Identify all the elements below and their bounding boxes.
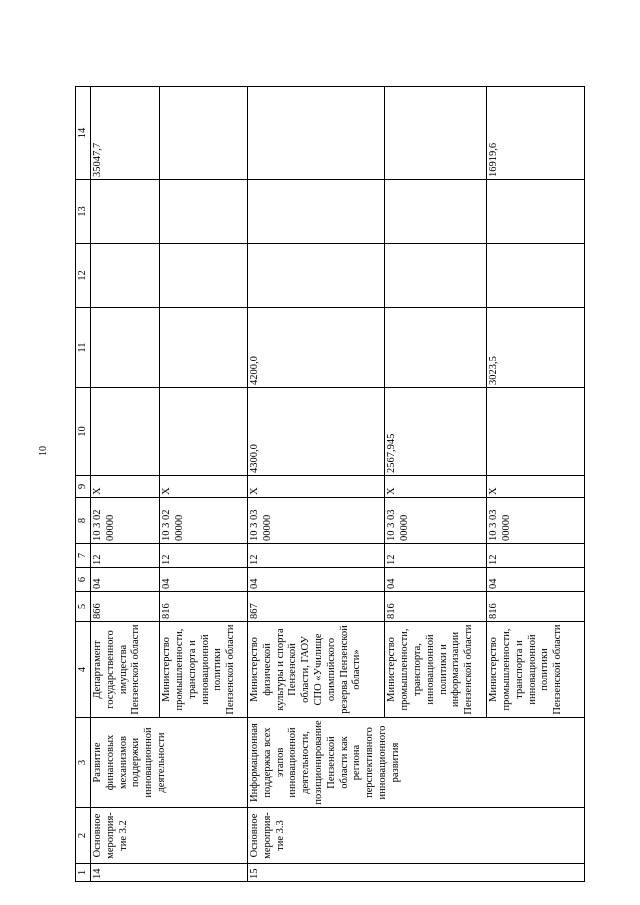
- col-header: 10: [76, 388, 91, 476]
- col-header: 7: [76, 544, 91, 568]
- cell: [385, 308, 487, 388]
- cell: [160, 244, 248, 308]
- cell: 04: [160, 568, 248, 592]
- executor: Министерство физической культуры и спорта Пензенской области, ГАОУ СПО «Училище олимпийского резерва Пензенской области»: [247, 622, 384, 718]
- program-table: [75, 86, 585, 882]
- cell: 10 3 03 00000: [487, 498, 585, 544]
- cell: 10 3 02 00000: [160, 498, 248, 544]
- col-header: 5: [76, 592, 91, 622]
- cell: 816: [487, 592, 585, 622]
- cell: 10 3 02 00000: [91, 498, 160, 544]
- cell: 04: [487, 568, 585, 592]
- cell: 10 3 03 00000: [247, 498, 384, 544]
- cell: [487, 180, 585, 244]
- cell: [91, 388, 160, 476]
- cell: X: [247, 476, 384, 498]
- col-header: 1: [76, 864, 91, 882]
- cell: 35047,7: [91, 87, 160, 180]
- table-row: [247, 87, 384, 882]
- cell: [385, 244, 487, 308]
- cell: 04: [385, 568, 487, 592]
- activity-code: Основное мероприя-тие 3.3: [247, 808, 584, 864]
- cell: 04: [247, 568, 384, 592]
- col-header: 4: [76, 622, 91, 718]
- cell: [160, 308, 248, 388]
- table-row: [91, 87, 160, 882]
- cell: X: [91, 476, 160, 498]
- cell: 12: [91, 544, 160, 568]
- cell: 12: [385, 544, 487, 568]
- cell: 04: [91, 568, 160, 592]
- cell: [247, 87, 384, 180]
- cell: 2567,945: [385, 388, 487, 476]
- cell: [385, 87, 487, 180]
- cell: 12: [247, 544, 384, 568]
- cell: [91, 180, 160, 244]
- cell: [91, 244, 160, 308]
- cell: 12: [160, 544, 248, 568]
- cell: 4300,0: [247, 388, 384, 476]
- cell: 816: [160, 592, 248, 622]
- cell: [247, 180, 384, 244]
- col-header: 12: [76, 244, 91, 308]
- cell: X: [385, 476, 487, 498]
- cell: 866: [91, 592, 160, 622]
- col-header: 8: [76, 498, 91, 544]
- executor: Департамент государственного имущества Пензенской области: [91, 622, 160, 718]
- col-header: 13: [76, 180, 91, 244]
- row-number: 14: [91, 864, 248, 882]
- executor: Министерство промышленности, транспорта, инновационной политики и информатизации Пензенской области: [385, 622, 487, 718]
- col-header: 6: [76, 568, 91, 592]
- cell: 4200,0: [247, 308, 384, 388]
- col-header: 3: [76, 718, 91, 808]
- header-row: [76, 87, 91, 882]
- executor: Министерство промышленности, транспорта и инновационной политики Пензенской области: [160, 622, 248, 718]
- cell: [160, 87, 248, 180]
- rotated-page: [75, 87, 585, 882]
- cell: X: [487, 476, 585, 498]
- cell: [385, 180, 487, 244]
- cell: 10 3 03 00000: [385, 498, 487, 544]
- activity-name: Развитие финансовых механизмов поддержки инновационной деятельности: [91, 718, 248, 808]
- row-number: 15: [247, 864, 584, 882]
- page-number: 10: [38, 446, 49, 456]
- activity-code: Основное мероприя-тие 3.2: [91, 808, 248, 864]
- cell: [160, 388, 248, 476]
- cell: X: [160, 476, 248, 498]
- cell: [247, 244, 384, 308]
- cell: [487, 388, 585, 476]
- executor: Министерство промышленности, транспорта и инновационной политики Пензенской области: [487, 622, 585, 718]
- cell: 12: [487, 544, 585, 568]
- col-header: 11: [76, 308, 91, 388]
- cell: 16919,6: [487, 87, 585, 180]
- cell: [91, 308, 160, 388]
- cell: 816: [385, 592, 487, 622]
- activity-name: Информационная поддержка всех этапов инновационной деятельности, позиционирование Пензенской области как региона перспективного инновационного развития: [247, 718, 584, 808]
- cell: [160, 180, 248, 244]
- col-header: 2: [76, 808, 91, 864]
- cell: 3023,5: [487, 308, 585, 388]
- cell: 867: [247, 592, 384, 622]
- col-header: 14: [76, 87, 91, 180]
- cell: [487, 244, 585, 308]
- col-header: 9: [76, 476, 91, 498]
